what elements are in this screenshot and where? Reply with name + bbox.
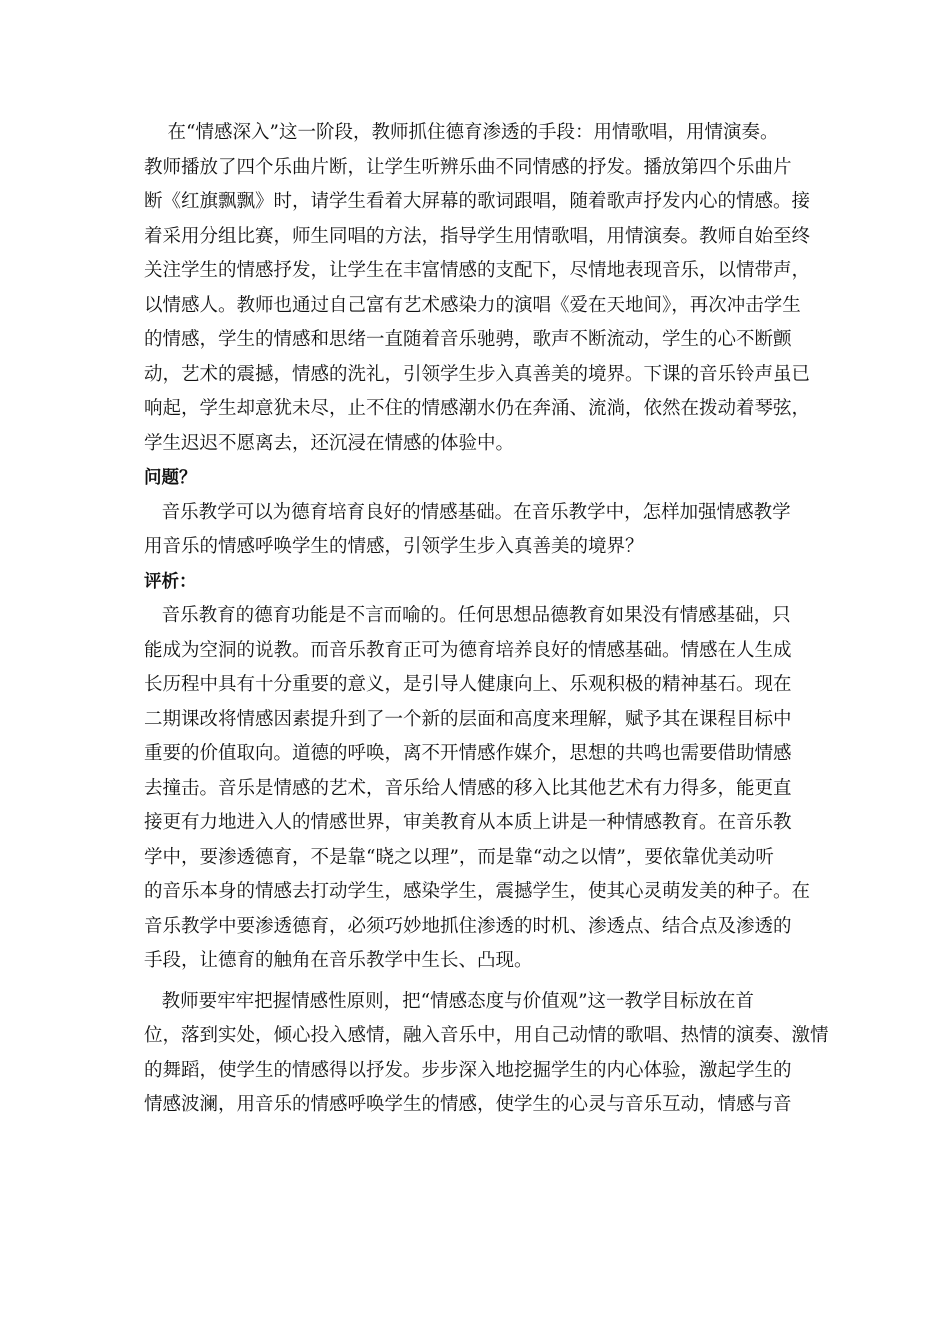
- text-line: 着采用分组比赛，师生同唱的方法，指导学生用情歌唱，用情演奏。教师自始至终: [144, 225, 811, 247]
- analysis-heading: 评析：: [144, 571, 197, 592]
- text-line: 关注学生的情感抒发，让学生在丰富情感的支配下，尽情地表现音乐，以情带声，: [144, 260, 811, 281]
- text-line: 的舞蹈，使学生的情感得以抒发。步步深入地挖掘学生的内心体验，激起学生的: [144, 1059, 792, 1081]
- text-line: 动，艺术的震撼，情感的洗礼，引领学生步入真善美的境界。下课的音乐铃声虽已: [144, 363, 811, 385]
- text-line: 去撞击。音乐是情感的艺术，音乐给人情感的移入比其他艺术有力得多，能更直: [144, 777, 792, 799]
- text-line: 教师要牢牢把握情感性原则，把“情感态度与价值观”这一教学目标放在首: [144, 990, 755, 1012]
- text-line: 能成为空洞的说教。而音乐教育正可为德育培养良好的情感基础。情感在人生成: [144, 639, 792, 661]
- text-line: 在“情感深入”这一阶段，教师抓住德育渗透的手段：用情歌唱，用情演奏。: [144, 122, 779, 143]
- paragraph-analysis-1: [144, 599, 812, 979]
- text-line: 长历程中具有十分重要的意义，是引导人健康向上、乐观积极的精神基石。现在: [144, 674, 792, 695]
- text-line: 音乐教学可以为德育培育良好的情感基础。在音乐教学中，怎样加强情感教学: [144, 501, 791, 523]
- text-line: 学中，要渗透德育，不是靠“晓之以理”，而是靠“动之以情”，要依靠优美动听: [144, 846, 774, 868]
- text-line: 手段，让德育的触角在音乐教学中生长、凸现。: [144, 950, 533, 971]
- text-line: 的音乐本身的情感去打动学生，感染学生，震撼学生，使其心灵萌发美的种子。在: [144, 881, 811, 902]
- text-line: 情感波澜，用音乐的情感呼唤学生的情感，使学生的心灵与音乐互动，情感与音: [144, 1094, 792, 1115]
- text-line: 接更有力地进入人的情感世界，审美教育从本质上讲是一种情感教育。在音乐教: [144, 812, 792, 833]
- paragraph-question: [144, 496, 812, 565]
- question-heading: 问题？: [144, 468, 197, 488]
- text-line: 重要的价值取向。道德的呼唤，离不开情感作媒介，思想的共鸣也需要借助情感: [144, 743, 792, 764]
- paragraph-analysis-2: [144, 985, 829, 1123]
- text-line: 用音乐的情感呼唤学生的情感，引领学生步入真善美的境界？: [144, 536, 644, 557]
- paragraph-intro: [144, 116, 812, 461]
- text-line: 位，落到实处，倾心投入感情，融入音乐中，用自己动情的歌唱、热情的演奏、激情: [144, 1025, 829, 1046]
- text-line: 学生迟迟不愿离去，还沉浸在情感的体验中。: [144, 432, 515, 454]
- text-line: 音乐教学中要渗透德育，必须巧妙地抓住渗透的时机、渗透点、结合点及渗透的: [144, 915, 792, 937]
- text-line: 以情感人。教师也通过自己富有艺术感染力的演唱《爱在天地间》，再次冲击学生: [144, 294, 801, 316]
- text-line: 断《红旗飘飘》时，请学生看着大屏幕的歌词跟唱，随着歌声抒发内心的情感。接: [144, 191, 811, 212]
- text-line: 音乐教育的德育功能是不言而喻的。任何思想品德教育如果没有情感基础，只: [144, 605, 791, 626]
- text-line: 的情感，学生的情感和思绪一直随着音乐驰骋，歌声不断流动，学生的心不断颤: [144, 329, 792, 350]
- text-line: 二期课改将情感因素提升到了一个新的层面和高度来理解，赋予其在课程目标中: [144, 708, 792, 730]
- text-line: 教师播放了四个乐曲片断，让学生听辨乐曲不同情感的抒发。播放第四个乐曲片: [144, 156, 792, 178]
- text-line: 响起，学生却意犹未尽，止不住的情感潮水仍在奔涌、流淌，依然在拨动着琴弦，: [144, 398, 811, 419]
- document-body: [144, 116, 829, 1123]
